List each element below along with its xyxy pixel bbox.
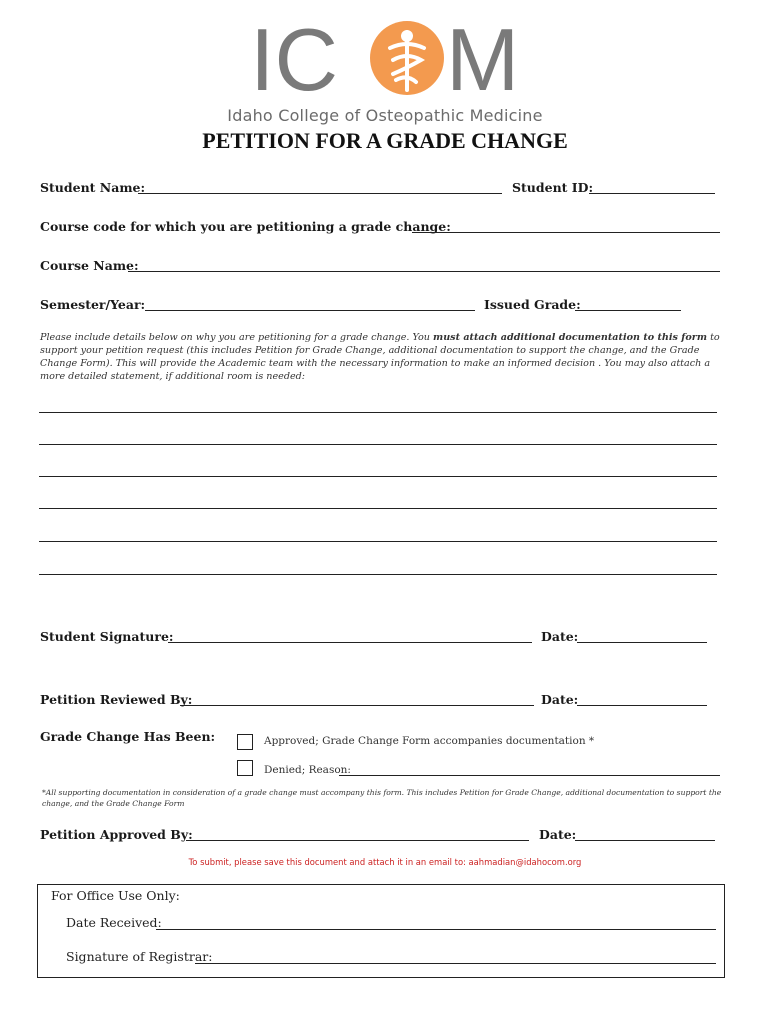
- semester-year-field[interactable]: [145, 310, 475, 311]
- logo-letter-m: M: [446, 18, 520, 96]
- issued-grade-label: Issued Grade:: [484, 297, 581, 312]
- student-id-field[interactable]: [589, 193, 715, 194]
- reviewed-date-label: Date:: [541, 692, 579, 707]
- footnote: *All supporting documentation in consideration of a grade change must accompany this form. This includes Petition for Grade Change, additional documentation to support the change, and the Grade Change Form: [42, 788, 722, 808]
- denied-reason-field[interactable]: [339, 775, 720, 776]
- org-name: Idaho College of Osteopathic Medicine: [227, 106, 543, 125]
- explanation-line-4[interactable]: [39, 508, 717, 509]
- issued-grade-field[interactable]: [575, 310, 681, 311]
- icom-logo: [250, 18, 522, 96]
- registrar-signature-label: Signature of Registrar:: [66, 949, 213, 964]
- explanation-line-2[interactable]: [39, 444, 717, 445]
- explanation-line-6[interactable]: [39, 574, 717, 575]
- reviewed-by-field[interactable]: [180, 705, 534, 706]
- student-id-label: Student ID:: [512, 180, 594, 195]
- student-date-label: Date:: [541, 629, 579, 644]
- approved-by-label: Petition Approved By:: [40, 827, 193, 842]
- student-signature-label: Student Signature:: [40, 629, 174, 644]
- explanation-line-1[interactable]: [39, 412, 717, 413]
- course-code-field[interactable]: [412, 232, 720, 233]
- instructions-text: [40, 331, 730, 383]
- student-name-field[interactable]: [138, 193, 502, 194]
- student-name-label: Student Name:: [40, 180, 146, 195]
- approved-by-field[interactable]: [186, 840, 529, 841]
- course-code-label: Course code for which you are petitioning a grade change:: [40, 219, 451, 234]
- student-date-field[interactable]: [577, 642, 707, 643]
- semester-year-label: Semester/Year:: [40, 297, 146, 312]
- date-received-field[interactable]: [156, 929, 716, 930]
- approved-checkbox[interactable]: [237, 734, 253, 750]
- course-name-label: Course Name:: [40, 258, 139, 273]
- course-name-field[interactable]: [128, 271, 720, 272]
- reviewed-date-field[interactable]: [577, 705, 707, 706]
- submit-instructions: To submit, please save this document and attach it in an email to: aahmadian@idahocom.org: [188, 857, 582, 867]
- logo-letters-ic: IC: [250, 18, 338, 96]
- approved-option-label: Approved; Grade Change Form accompanies documentation *: [264, 735, 595, 747]
- approved-date-label: Date:: [539, 827, 577, 842]
- instructions-emphasis: must attach additional documentation to this form: [433, 332, 708, 343]
- reviewed-by-label: Petition Reviewed By:: [40, 692, 193, 707]
- denied-checkbox[interactable]: [237, 760, 253, 776]
- student-signature-field[interactable]: [168, 642, 532, 643]
- instructions-part2: to support your petition request (this includes Petition for Grade Change, additional documentation to support the change, and the Grade Change Form). This will provide the Academic team with the necessary information to make an informed decision . You may also attach a more detailed statement, if additional room is needed:: [40, 332, 720, 382]
- office-use-heading: For Office Use Only:: [51, 888, 180, 903]
- office-use-box: [37, 884, 725, 978]
- grade-change-label: Grade Change Has Been:: [40, 729, 216, 744]
- approved-date-field[interactable]: [575, 840, 715, 841]
- date-received-label: Date Received:: [66, 915, 162, 930]
- explanation-line-3[interactable]: [39, 476, 717, 477]
- page-title: PETITION FOR A GRADE CHANGE: [202, 128, 568, 153]
- registrar-signature-field[interactable]: [195, 963, 716, 964]
- instructions-part1: Please include details below on why you are petitioning for a grade change. You: [40, 332, 434, 343]
- explanation-line-5[interactable]: [39, 541, 717, 542]
- denied-option-label: Denied; Reason:: [264, 764, 351, 776]
